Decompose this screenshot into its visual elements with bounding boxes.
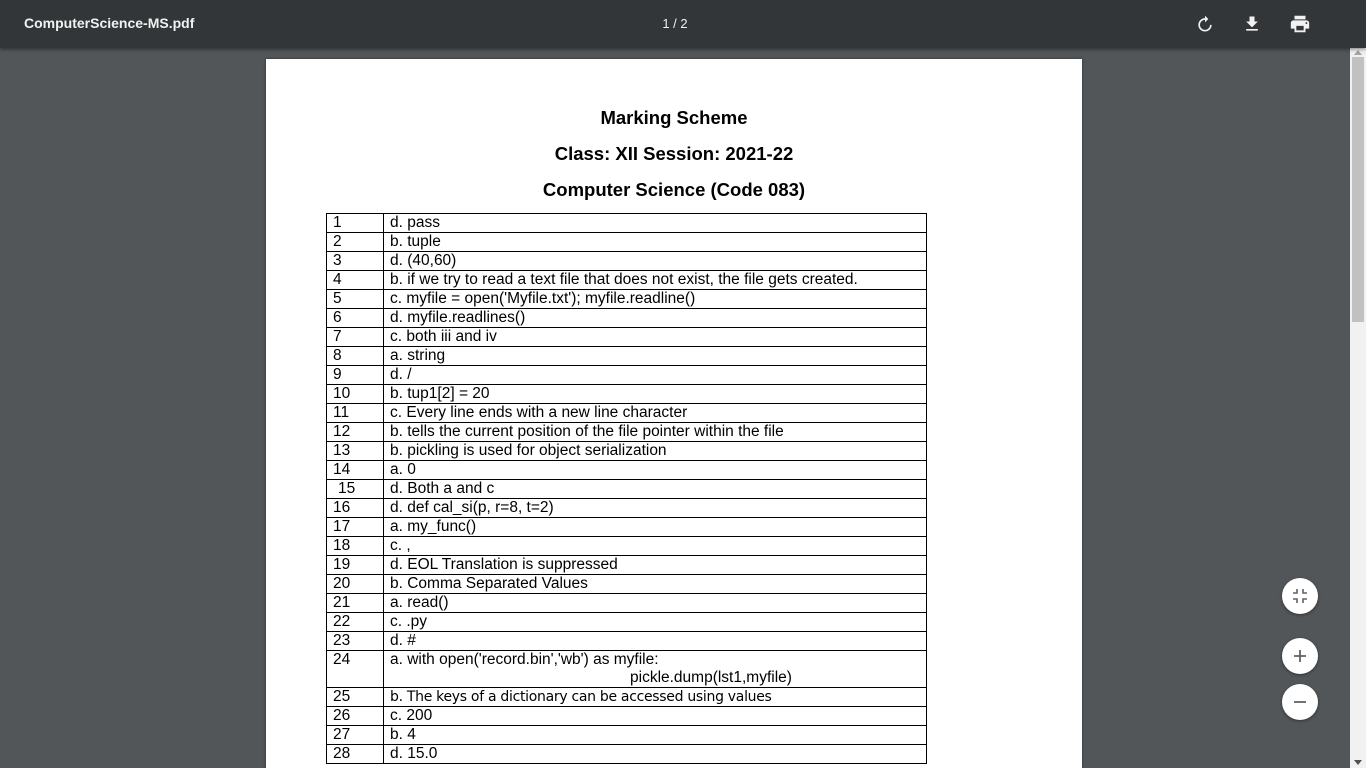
rotate-icon [1195,14,1215,34]
zoom-out-button[interactable] [1282,684,1318,720]
answer-text: c. , [384,537,927,556]
answer-text: d. def cal_si(p, r=8, t=2) [384,499,927,518]
download-button[interactable] [1240,12,1264,36]
fit-to-page-button[interactable] [1282,578,1318,614]
table-row [327,518,927,537]
download-icon [1242,14,1262,34]
answer-text: c. .py [384,613,927,632]
answer-text: c. Every line ends with a new line character [384,404,927,423]
scroll-down-arrow[interactable] [1354,760,1362,765]
answer-text: b. tuple [384,233,927,252]
answer-text: d. 15.0 [384,745,927,764]
fit-to-page-icon [1292,588,1308,604]
answer-text: d. (40,60) [384,252,927,271]
scrollbar[interactable] [1350,48,1366,768]
table-row [327,366,927,385]
answer-number: 11 [327,404,384,423]
answer-text: c. myfile = open('Myfile.txt'); myfile.readline() [384,290,927,309]
answer-text: c. 200 [384,707,927,726]
table-row [327,423,927,442]
answer-line-continued: pickle.dump(lst1,myfile) [630,669,792,686]
table-row [327,613,927,632]
table-row [327,328,927,347]
answer-text: a. my_func() [384,518,927,537]
answer-number: 20 [327,575,384,594]
document-title: ComputerScience-MS.pdf [24,15,195,31]
heading-marking-scheme: Marking Scheme [600,107,748,128]
answer-number: 22 [327,613,384,632]
table-row [327,688,927,707]
answer-text: d. EOL Translation is suppressed [384,556,927,575]
answer-number: 24 [327,651,384,688]
table-row [327,632,927,651]
answer-number: 25 [327,688,384,707]
zoom-out-icon [1292,694,1308,710]
scroll-thumb[interactable] [1352,57,1364,322]
table-row [327,442,927,461]
scroll-up-arrow[interactable] [1354,50,1362,55]
answer-number: 15 [327,480,384,499]
rotate-button[interactable] [1193,12,1217,36]
answer-text: a. read() [384,594,927,613]
answer-number: 6 [327,309,384,328]
table-row [327,726,927,745]
table-row [327,252,927,271]
answer-text: a. 0 [384,461,927,480]
answer-text: a. string [384,347,927,366]
heading-subject: Computer Science (Code 083) [542,179,806,200]
answer-text: d. myfile.readlines() [384,309,927,328]
answer-text: b. 4 [384,726,927,745]
print-icon [1289,13,1311,35]
table-row [327,651,927,688]
answer-text [384,651,927,688]
table-row [327,480,927,499]
answer-text: b. tells the current position of the file pointer within the file [384,423,927,442]
table-row [327,271,927,290]
answer-number: 27 [327,726,384,745]
answer-number: 16 [327,499,384,518]
table-row [327,461,927,480]
table-row [327,556,927,575]
table-row [327,499,927,518]
answer-number: 23 [327,632,384,651]
answer-number: 10 [327,385,384,404]
table-row [327,347,927,366]
answer-number: 26 [327,707,384,726]
table-row [327,404,927,423]
answer-text: b. The keys of a dictionary can be accessed using values [384,688,927,707]
answer-line: a. with open('record.bin','wb') as myfile: [390,651,659,668]
answer-text: c. both iii and iv [384,328,927,347]
answer-number: 21 [327,594,384,613]
answer-text: d. pass [384,214,927,233]
answer-number: 3 [327,252,384,271]
answer-number: 18 [327,537,384,556]
answer-number: 4 [327,271,384,290]
answer-table [326,213,927,764]
table-row [327,233,927,252]
answer-number: 12 [327,423,384,442]
answer-number: 7 [327,328,384,347]
answer-number: 19 [327,556,384,575]
table-row [327,594,927,613]
answer-number: 13 [327,442,384,461]
table-row [327,385,927,404]
answer-number: 5 [327,290,384,309]
answer-text: b. if we try to read a text file that does not exist, the file gets created. [384,271,927,290]
zoom-in-icon [1292,648,1308,664]
print-button[interactable] [1288,12,1312,36]
heading-class-session: Class: XII Session: 2021-22 [554,143,794,164]
answer-text: d. / [384,366,927,385]
answer-text: b. Comma Separated Values [384,575,927,594]
answer-number: 9 [327,366,384,385]
zoom-in-button[interactable] [1282,638,1318,674]
answer-text: d. Both a and c [384,480,927,499]
table-row [327,745,927,764]
page-indicator: 1 / 2 [662,16,688,31]
answer-number: 14 [327,461,384,480]
answer-number: 28 [327,745,384,764]
answer-number: 1 [327,214,384,233]
answer-number: 2 [327,233,384,252]
answer-text: d. # [384,632,927,651]
table-row [327,575,927,594]
table-row [327,290,927,309]
table-row [327,537,927,556]
table-row [327,309,927,328]
table-row [327,214,927,233]
answer-text: b. tup1[2] = 20 [384,385,927,404]
answer-number: 17 [327,518,384,537]
pdf-page [266,59,1082,768]
table-row [327,707,927,726]
answer-text: b. pickling is used for object serialization [384,442,927,461]
answer-number: 8 [327,347,384,366]
pdf-toolbar [0,0,1366,48]
